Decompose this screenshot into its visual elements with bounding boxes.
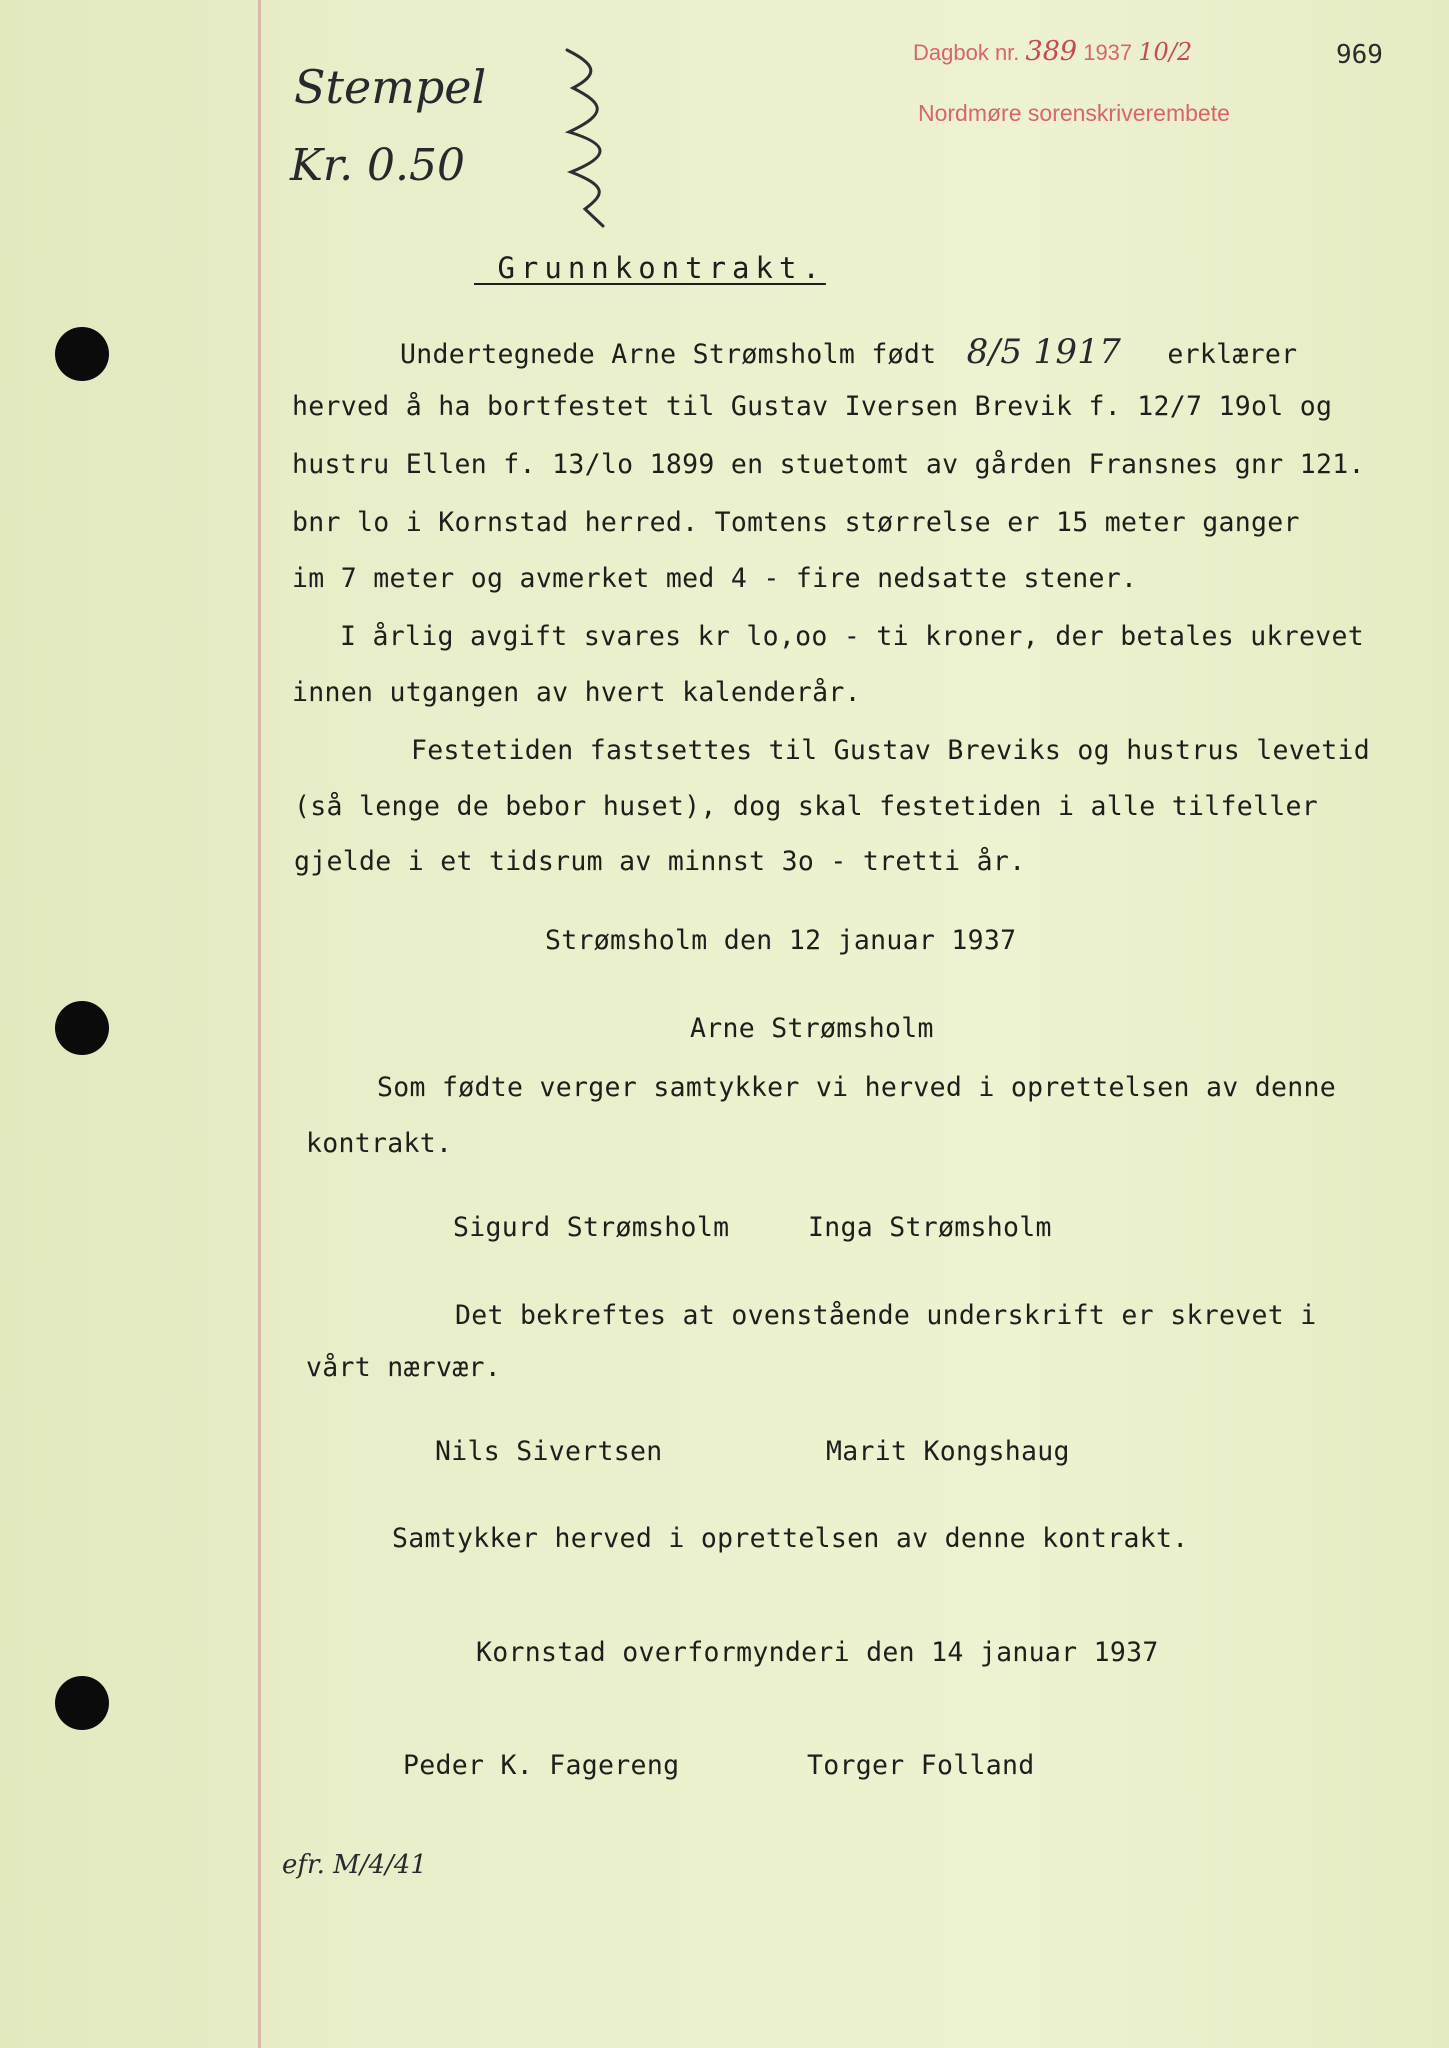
- signature-arne: Arne Strømsholm: [690, 1013, 934, 1044]
- birth-date-handwritten: 8/5 1917: [966, 332, 1122, 372]
- para5-line2: vårt nærvær.: [306, 1352, 502, 1383]
- para3-line2: (så lenge de bebor huset), dog skal festetiden i alle tilfeller: [294, 791, 1319, 822]
- para5-line1: Det bekreftes at ovenstående underskrift er skrevet i: [455, 1300, 1317, 1331]
- punch-hole: [55, 1676, 109, 1730]
- para2-line1: I årlig avgift svares kr lo,oo - ti kroner, der betales ukrevet: [340, 621, 1365, 652]
- stamp-prefix: Dagbok nr.: [913, 40, 1020, 65]
- margin-note-stempel: Stempel: [294, 60, 487, 114]
- para3-line3: gjelde i et tidsrum av minnst 3o - tretti år.: [294, 846, 1026, 877]
- signature-torger: Torger Folland: [807, 1750, 1035, 1781]
- punch-hole: [55, 327, 109, 381]
- margin-note-amount: Kr. 0.50: [290, 140, 466, 191]
- signature-nils: Nils Sivertsen: [435, 1436, 663, 1467]
- stamp-date: 10/2: [1138, 38, 1193, 66]
- signature-marit: Marit Kongshaug: [826, 1436, 1070, 1467]
- para1-line2: herved å ha bortfestet til Gustav Iversen Brevik f. 12/7 19ol og: [292, 391, 1333, 422]
- place-date-2: Kornstad overformynderi den 14 januar 1937: [476, 1637, 1159, 1668]
- para1-line3: hustru Ellen f. 13/lo 1899 en stuetomt av gården Fransnes gnr 121.: [292, 449, 1365, 480]
- para4-line2: kontrakt.: [306, 1128, 453, 1159]
- signature-peder: Peder K. Fagereng: [403, 1750, 680, 1781]
- para1-line1: [400, 332, 1297, 372]
- para4-line1: Som fødte verger samtykker vi herved i oprettelsen av denne: [377, 1072, 1337, 1103]
- para6: Samtykker herved i oprettelsen av denne kontrakt.: [392, 1523, 1189, 1554]
- document-title: _Grunnkontrakt.: [474, 251, 826, 285]
- place-date-1: Strømsholm den 12 januar 1937: [545, 925, 1017, 956]
- punch-hole: [55, 1001, 109, 1055]
- para1-line1-a: Undertegnede Arne Strømsholm født: [400, 339, 937, 370]
- para2-line2: innen utgangen av hvert kalenderår.: [292, 677, 861, 708]
- stamp-year: 1937: [1083, 40, 1133, 65]
- signature-inga: Inga Strømsholm: [808, 1212, 1052, 1243]
- para1-line5: im 7 meter og avmerket med 4 - fire nedsatte stener.: [292, 563, 1138, 594]
- signature-sigurd: Sigurd Strømsholm: [453, 1212, 730, 1243]
- para1-line1-b: erklærer: [1167, 339, 1298, 370]
- journal-stamp-line2: Nordmøre sorenskriverembete: [918, 100, 1230, 126]
- page-number: 969: [1336, 40, 1383, 70]
- journal-stamp-line1: [913, 36, 1192, 67]
- margin-note-bottom: efr. M/4/41: [282, 1850, 427, 1880]
- para3-line1: Festetiden fastsettes til Gustav Breviks og hustrus levetid: [411, 735, 1371, 766]
- signature-scribble: [555, 44, 625, 229]
- margin-rule: [258, 0, 261, 2048]
- para1-line4: bnr lo i Kornstad herred. Tomtens størrelse er 15 meter ganger: [292, 507, 1300, 538]
- stamp-journal-number: 389: [1025, 36, 1078, 67]
